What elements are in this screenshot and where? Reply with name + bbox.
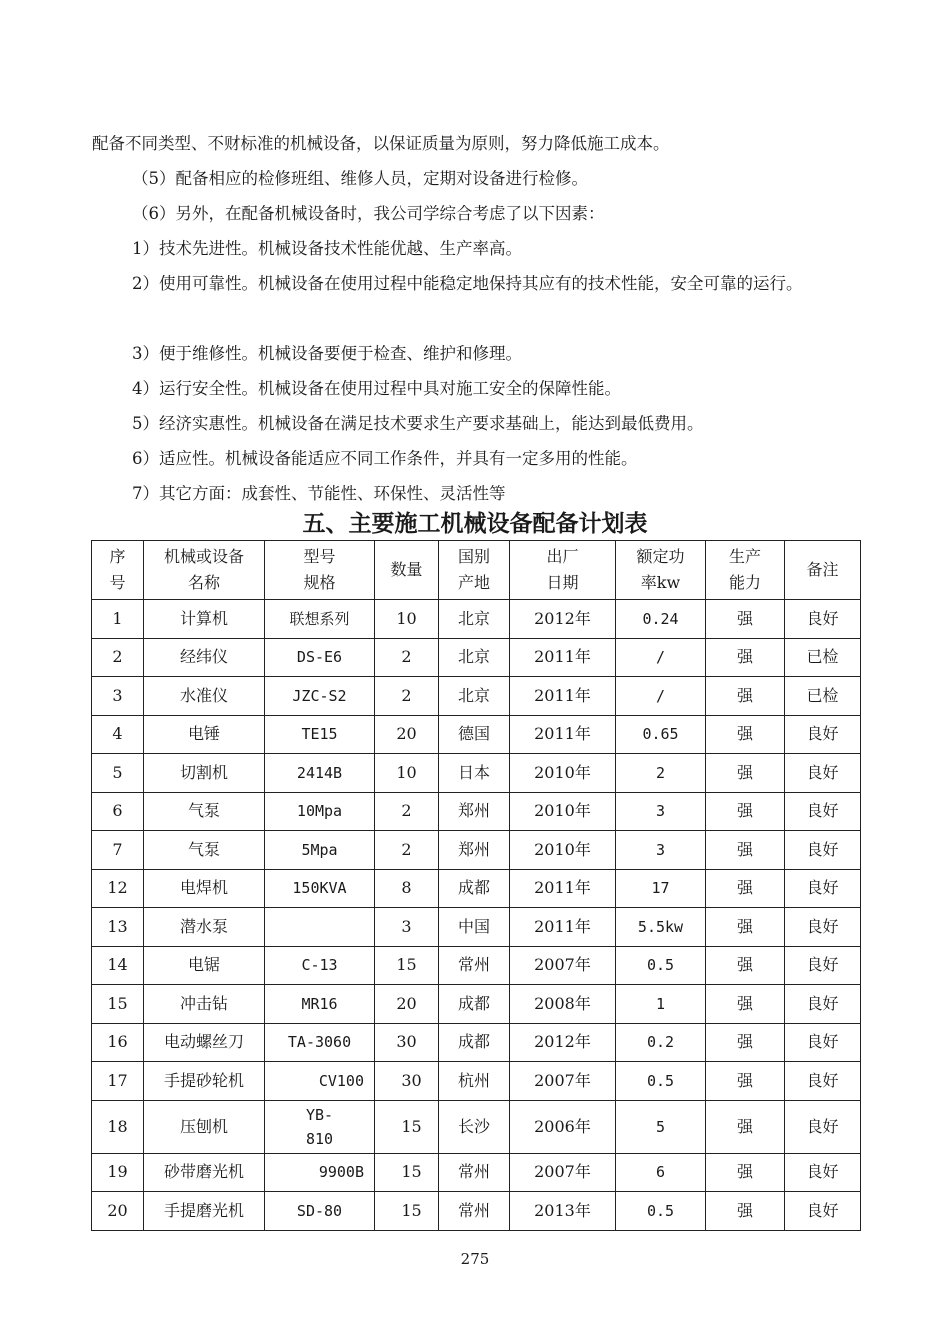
cell-power: 1	[616, 985, 706, 1024]
cell-origin: 常州	[439, 946, 510, 985]
header-capacity	[706, 541, 785, 600]
cell-quantity: 8	[375, 869, 439, 908]
paragraph-item-5: （5）配备相应的检修班组、维修人员，定期对设备进行检修。	[132, 169, 588, 188]
cell-seq: 13	[92, 908, 144, 947]
cell-power: /	[616, 638, 706, 677]
cell-remark: 良好	[785, 1153, 861, 1192]
cell-origin: 北京	[439, 677, 510, 716]
header-remark-line: 备注	[806, 560, 839, 579]
cell-remark: 已检	[785, 677, 861, 716]
header-seq-line: 号	[109, 573, 126, 592]
cell-name: 手提砂轮机	[144, 1062, 265, 1101]
header-origin	[439, 541, 510, 600]
cell-power: 0.5	[616, 1062, 706, 1101]
cell-capacity: 强	[706, 946, 785, 985]
cell-power: 3	[616, 831, 706, 870]
cell-seq: 3	[92, 677, 144, 716]
cell-model: 9900B	[265, 1153, 375, 1192]
table-row	[92, 985, 861, 1024]
cell-date: 2011年	[510, 715, 616, 754]
cell-date: 2011年	[510, 677, 616, 716]
cell-seq: 15	[92, 985, 144, 1024]
cell-seq: 7	[92, 831, 144, 870]
cell-remark: 良好	[785, 1192, 861, 1231]
cell-remark: 良好	[785, 946, 861, 985]
cell-model: 联想系列	[265, 600, 375, 639]
cell-name: 电锯	[144, 946, 265, 985]
cell-remark: 已检	[785, 638, 861, 677]
header-origin-line: 国别	[457, 547, 490, 566]
cell-remark: 良好	[785, 792, 861, 831]
cell-remark: 良好	[785, 1062, 861, 1101]
header-model-line: 型号	[303, 547, 336, 566]
cell-model: MR16	[265, 985, 375, 1024]
cell-date: 2011年	[510, 869, 616, 908]
cell-quantity: 20	[375, 715, 439, 754]
header-name-line: 名称	[187, 573, 220, 592]
cell-power: 6	[616, 1153, 706, 1192]
cell-seq: 20	[92, 1192, 144, 1231]
cell-seq: 4	[92, 715, 144, 754]
cell-name: 压刨机	[144, 1100, 265, 1153]
cell-date: 2007年	[510, 946, 616, 985]
cell-capacity: 强	[706, 754, 785, 793]
cell-capacity: 强	[706, 1062, 785, 1101]
cell-power: 0.24	[616, 600, 706, 639]
cell-capacity: 强	[706, 638, 785, 677]
cell-seq: 12	[92, 869, 144, 908]
header-date-line: 日期	[546, 573, 579, 592]
cell-quantity: 30	[375, 1023, 439, 1062]
header-quantity-line: 数量	[390, 560, 423, 579]
header-power-line: 额定功	[636, 547, 685, 566]
cell-origin: 长沙	[439, 1100, 510, 1153]
cell-origin: 中国	[439, 908, 510, 947]
cell-origin: 日本	[439, 754, 510, 793]
cell-remark: 良好	[785, 831, 861, 870]
table-row	[92, 1062, 861, 1101]
cell-quantity: 10	[375, 600, 439, 639]
cell-quantity: 15	[375, 946, 439, 985]
cell-date: 2012年	[510, 1023, 616, 1062]
cell-seq: 1	[92, 600, 144, 639]
cell-model: TE15	[265, 715, 375, 754]
cell-date: 2007年	[510, 1062, 616, 1101]
cell-date: 2006年	[510, 1100, 616, 1153]
cell-seq: 19	[92, 1153, 144, 1192]
header-quantity	[375, 541, 439, 600]
cell-date: 2011年	[510, 638, 616, 677]
cell-power: 2	[616, 754, 706, 793]
cell-remark: 良好	[785, 600, 861, 639]
cell-quantity: 10	[375, 754, 439, 793]
table-row	[92, 1023, 861, 1062]
cell-remark: 良好	[785, 869, 861, 908]
table-row	[92, 792, 861, 831]
table-title: 五、主要施工机械设备配备计划表	[302, 510, 648, 537]
cell-origin: 杭州	[439, 1062, 510, 1101]
cell-seq: 18	[92, 1100, 144, 1153]
cell-quantity: 15	[375, 1192, 439, 1231]
cell-quantity: 2	[375, 677, 439, 716]
cell-model: C-13	[265, 946, 375, 985]
cell-quantity: 2	[375, 792, 439, 831]
cell-quantity: 2	[375, 831, 439, 870]
table-row	[92, 1100, 861, 1153]
cell-quantity: 30	[375, 1062, 439, 1101]
cell-capacity: 强	[706, 1153, 785, 1192]
cell-model: 150KVA	[265, 869, 375, 908]
cell-model	[265, 908, 375, 947]
header-origin-line: 产地	[457, 573, 490, 592]
cell-seq: 6	[92, 792, 144, 831]
header-capacity-line: 能力	[728, 573, 761, 592]
cell-power: 17	[616, 869, 706, 908]
cell-model: 5Mpa	[265, 831, 375, 870]
cell-capacity: 强	[706, 1023, 785, 1062]
cell-date: 2011年	[510, 908, 616, 947]
cell-capacity: 强	[706, 908, 785, 947]
cell-model: TA-3060	[265, 1023, 375, 1062]
cell-quantity: 2	[375, 638, 439, 677]
cell-remark: 良好	[785, 908, 861, 947]
cell-capacity: 强	[706, 1100, 785, 1153]
cell-capacity: 强	[706, 715, 785, 754]
cell-remark: 良好	[785, 754, 861, 793]
paragraph-factor-4: 4）运行安全性。机械设备在使用过程中具对施工安全的保障性能。	[132, 379, 621, 398]
cell-name: 水准仪	[144, 677, 265, 716]
header-model	[265, 541, 375, 600]
paragraph-factor-3: 3）便于维修性。机械设备要便于检查、维护和修理。	[132, 344, 522, 363]
table-row	[92, 946, 861, 985]
cell-model: 2414B	[265, 754, 375, 793]
cell-name: 气泵	[144, 831, 265, 870]
cell-date: 2013年	[510, 1192, 616, 1231]
cell-seq: 5	[92, 754, 144, 793]
cell-capacity: 强	[706, 677, 785, 716]
cell-power: 0.5	[616, 1192, 706, 1231]
cell-date: 2010年	[510, 792, 616, 831]
cell-origin: 郑州	[439, 792, 510, 831]
table-row	[92, 831, 861, 870]
table-row	[92, 638, 861, 677]
cell-origin: 北京	[439, 600, 510, 639]
cell-model: SD-80	[265, 1192, 375, 1231]
header-name-line: 机械或设备	[163, 547, 244, 566]
equipment-table	[91, 540, 861, 1231]
cell-capacity: 强	[706, 1192, 785, 1231]
cell-capacity: 强	[706, 985, 785, 1024]
cell-power: 5	[616, 1100, 706, 1153]
table-row	[92, 715, 861, 754]
cell-seq: 16	[92, 1023, 144, 1062]
table-row	[92, 908, 861, 947]
paragraph-factor-7: 7）其它方面：成套性、节能性、环保性、灵活性等	[132, 484, 506, 503]
cell-capacity: 强	[706, 792, 785, 831]
cell-name: 电锤	[144, 715, 265, 754]
paragraph-factor-5: 5）经济实惠性。机械设备在满足技术要求生产要求基础上，能达到最低费用。	[132, 414, 704, 433]
cell-origin: 北京	[439, 638, 510, 677]
header-seq	[92, 541, 144, 600]
paragraph-factor-2: 2）使用可靠性。机械设备在使用过程中能稳定地保持其应有的技术性能，安全可靠的运行。	[132, 274, 803, 293]
header-seq-line: 序	[109, 547, 126, 566]
cell-model: YB-810	[265, 1100, 375, 1153]
header-date	[510, 541, 616, 600]
page-number: 275	[460, 1250, 490, 1268]
cell-remark: 良好	[785, 1100, 861, 1153]
cell-origin: 常州	[439, 1192, 510, 1231]
cell-seq: 17	[92, 1062, 144, 1101]
cell-date: 2008年	[510, 985, 616, 1024]
cell-name: 计算机	[144, 600, 265, 639]
cell-power: /	[616, 677, 706, 716]
cell-model: JZC-S2	[265, 677, 375, 716]
paragraph-factor-6: 6）适应性。机械设备能适应不同工作条件，并具有一定多用的性能。	[132, 449, 638, 468]
header-name	[144, 541, 265, 600]
paragraph-factor-1: 1）技术先进性。机械设备技术性能优越、生产率高。	[132, 239, 522, 258]
cell-capacity: 强	[706, 600, 785, 639]
cell-capacity: 强	[706, 831, 785, 870]
cell-name: 经纬仪	[144, 638, 265, 677]
cell-model: 10Mpa	[265, 792, 375, 831]
table-row	[92, 1192, 861, 1231]
paragraph-intro: 配备不同类型、不财标准的机械设备，以保证质量为原则，努力降低施工成本。	[92, 134, 670, 153]
table-row	[92, 754, 861, 793]
cell-name: 潜水泵	[144, 908, 265, 947]
table-row	[92, 677, 861, 716]
header-model-line: 规格	[303, 573, 336, 592]
paragraph-item-6: （6）另外，在配备机械设备时，我公司学综合考虑了以下因素：	[132, 204, 605, 223]
cell-name: 气泵	[144, 792, 265, 831]
cell-origin: 德国	[439, 715, 510, 754]
cell-date: 2010年	[510, 754, 616, 793]
cell-power: 0.5	[616, 946, 706, 985]
cell-name: 冲击钻	[144, 985, 265, 1024]
cell-model: DS-E6	[265, 638, 375, 677]
cell-name: 砂带磨光机	[144, 1153, 265, 1192]
cell-power: 3	[616, 792, 706, 831]
cell-origin: 郑州	[439, 831, 510, 870]
cell-seq: 2	[92, 638, 144, 677]
cell-quantity: 3	[375, 908, 439, 947]
cell-name: 切割机	[144, 754, 265, 793]
table-row	[92, 1153, 861, 1192]
cell-date: 2010年	[510, 831, 616, 870]
cell-quantity: 15	[375, 1100, 439, 1153]
table-row	[92, 869, 861, 908]
cell-remark: 良好	[785, 985, 861, 1024]
header-remark	[785, 541, 861, 600]
cell-origin: 成都	[439, 869, 510, 908]
header-date-line: 出厂	[546, 547, 579, 566]
cell-quantity: 15	[375, 1153, 439, 1192]
cell-origin: 常州	[439, 1153, 510, 1192]
cell-date: 2012年	[510, 600, 616, 639]
header-power	[616, 541, 706, 600]
cell-power: 0.2	[616, 1023, 706, 1062]
header-capacity-line: 生产	[728, 547, 761, 566]
cell-quantity: 20	[375, 985, 439, 1024]
cell-origin: 成都	[439, 1023, 510, 1062]
table-row	[92, 600, 861, 639]
cell-seq: 14	[92, 946, 144, 985]
cell-date: 2007年	[510, 1153, 616, 1192]
cell-remark: 良好	[785, 1023, 861, 1062]
cell-model: CV100	[265, 1062, 375, 1101]
cell-power: 0.65	[616, 715, 706, 754]
cell-origin: 成都	[439, 985, 510, 1024]
cell-remark: 良好	[785, 715, 861, 754]
cell-name: 手提磨光机	[144, 1192, 265, 1231]
cell-capacity: 强	[706, 869, 785, 908]
cell-name: 电焊机	[144, 869, 265, 908]
cell-power: 5.5kw	[616, 908, 706, 947]
table-header-row	[92, 541, 861, 600]
cell-name: 电动螺丝刀	[144, 1023, 265, 1062]
header-power-line: 率kw	[640, 573, 681, 592]
